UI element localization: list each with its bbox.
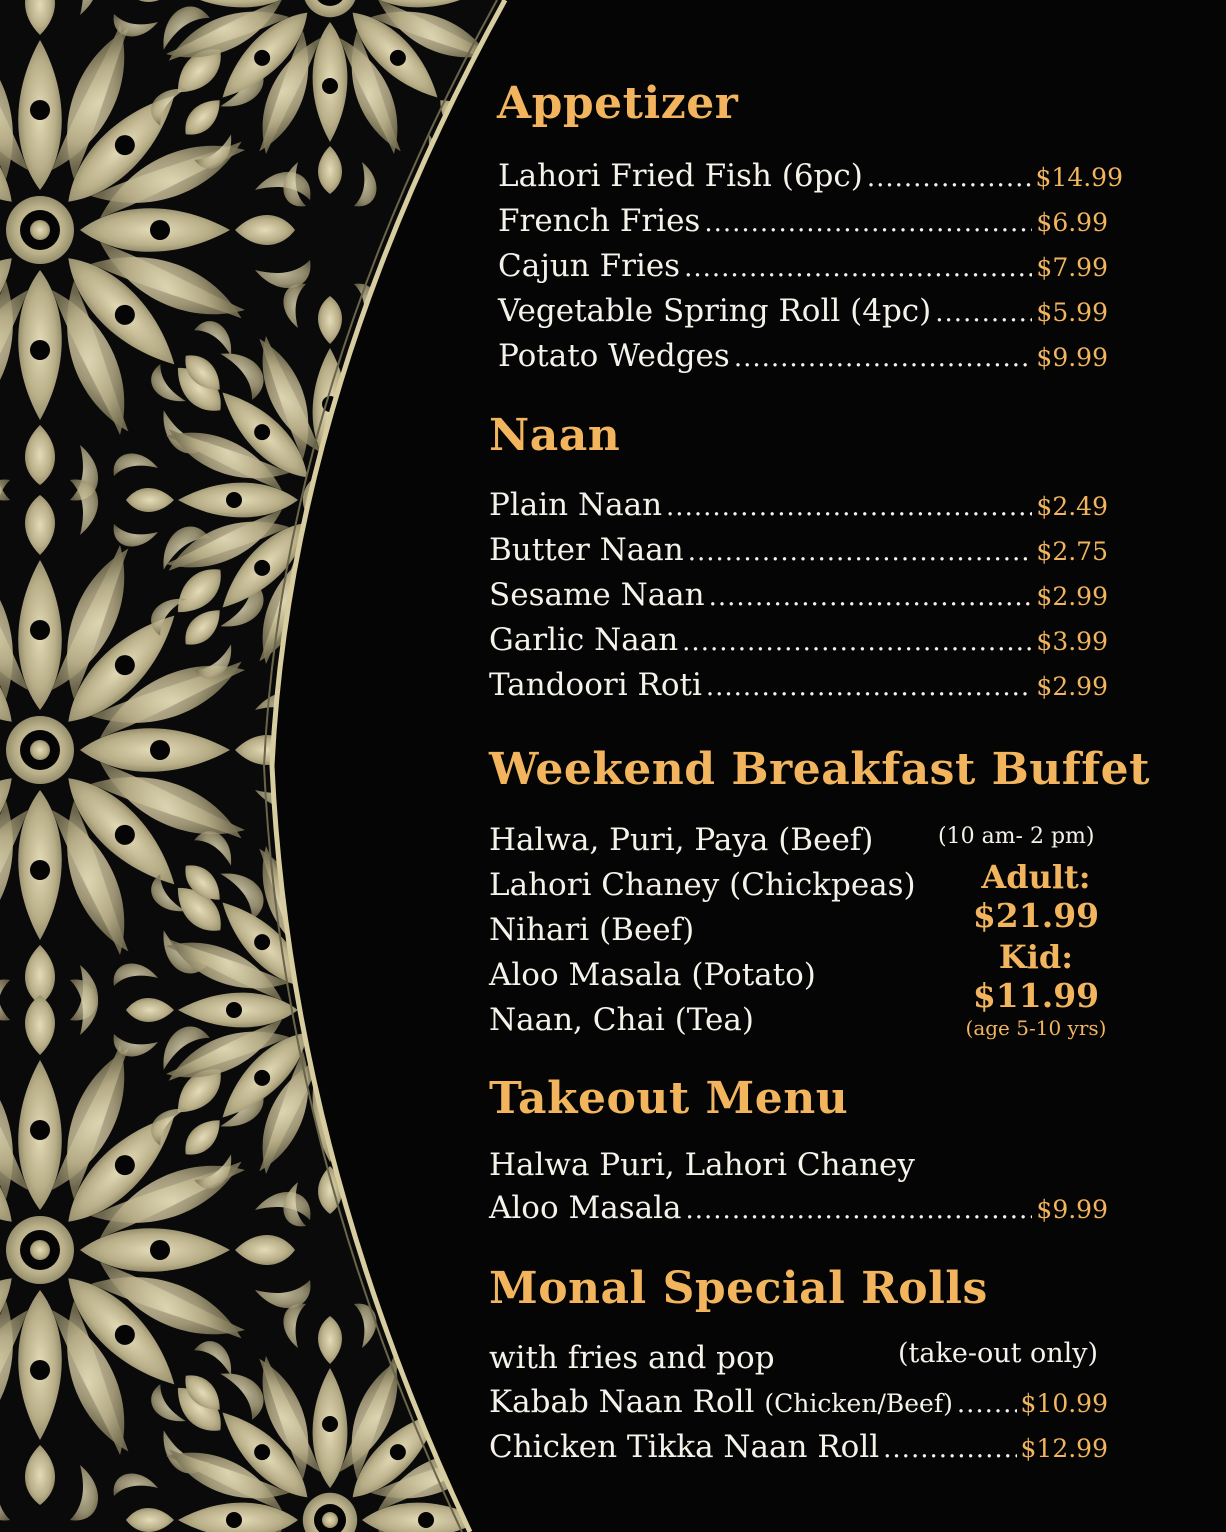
leader-dots xyxy=(684,253,1032,283)
section-title-takeout: Takeout Menu xyxy=(489,1073,849,1124)
leader-dots xyxy=(682,627,1032,657)
menu-item xyxy=(489,1384,1108,1429)
item-name: Aloo Masala xyxy=(489,1190,682,1226)
adult-label: Adult: xyxy=(981,858,1091,896)
menu-item xyxy=(498,248,1108,293)
buffet-item: Lahori Chaney (Chickpeas) xyxy=(489,867,916,903)
item-price: $14.99 xyxy=(1035,163,1123,192)
leader-dots xyxy=(734,343,1033,373)
buffet-hours: (10 am- 2 pm) xyxy=(938,824,1095,849)
item-name: Chicken Tikka Naan Roll xyxy=(489,1429,880,1465)
leader-dots xyxy=(867,163,1032,193)
item-detail: (Chicken/Beef) xyxy=(764,1389,953,1418)
buffet-item: Aloo Masala (Potato) xyxy=(489,957,816,993)
kid-label: Kid: xyxy=(998,938,1074,976)
leader-dots xyxy=(883,1434,1016,1464)
menu-item xyxy=(498,203,1108,248)
item-price: $10.99 xyxy=(1020,1389,1108,1418)
leader-dots xyxy=(704,208,1032,238)
item-name: Lahori Fried Fish (6pc) xyxy=(498,158,863,194)
menu-item xyxy=(489,667,1108,712)
menu-item xyxy=(498,158,1123,203)
item-price: $2.99 xyxy=(1036,582,1108,611)
leader-dots xyxy=(709,582,1033,612)
item-price: $9.99 xyxy=(1036,343,1108,372)
menu-item xyxy=(489,487,1108,532)
item-price: $5.99 xyxy=(1036,298,1108,327)
item-price: $2.49 xyxy=(1036,492,1108,521)
item-name: Plain Naan xyxy=(489,487,663,523)
section-title-naan: Naan xyxy=(489,410,621,461)
menu-item xyxy=(498,293,1108,338)
leader-dots xyxy=(706,672,1033,702)
item-price: $2.99 xyxy=(1036,672,1108,701)
menu-item xyxy=(498,338,1108,383)
item-price: $3.99 xyxy=(1036,627,1108,656)
buffet-item: Naan, Chai (Tea) xyxy=(489,1002,754,1038)
kid-price: $11.99 xyxy=(972,976,1100,1015)
menu-item xyxy=(489,1190,1108,1235)
item-name: Cajun Fries xyxy=(498,248,681,284)
item-name: Garlic Naan xyxy=(489,622,679,658)
item-price: $12.99 xyxy=(1020,1434,1108,1463)
item-price: $7.99 xyxy=(1036,253,1108,282)
item-price: $9.99 xyxy=(1036,1195,1108,1224)
item-name: Tandoori Roti xyxy=(489,667,702,703)
menu-item xyxy=(489,577,1108,622)
section-title-buffet: Weekend Breakfast Buffet xyxy=(489,744,1150,795)
leader-dots xyxy=(666,492,1032,522)
item-name: Sesame Naan xyxy=(489,577,705,613)
section-title-appetizer: Appetizer xyxy=(497,78,739,129)
rolls-subtitle: with fries and pop xyxy=(489,1340,775,1376)
section-title-rolls: Monal Special Rolls xyxy=(489,1263,988,1314)
item-price: $2.75 xyxy=(1036,537,1108,566)
leader-dots xyxy=(688,537,1033,567)
buffet-item: Halwa, Puri, Paya (Beef) xyxy=(489,822,874,858)
buffet-item: Nihari (Beef) xyxy=(489,912,695,948)
item-name: French Fries xyxy=(498,203,701,239)
menu-item xyxy=(489,622,1108,667)
menu-item xyxy=(489,532,1108,577)
kid-age-note: (age 5-10 yrs) xyxy=(965,1016,1107,1040)
menu-item xyxy=(489,1429,1108,1474)
leader-dots xyxy=(686,1195,1033,1225)
item-name: Vegetable Spring Roll (4pc) xyxy=(498,293,932,329)
takeout-line: Halwa Puri, Lahori Chaney xyxy=(489,1147,915,1183)
item-name: Potato Wedges xyxy=(498,338,730,374)
leader-dots xyxy=(957,1389,1017,1419)
leader-dots xyxy=(935,298,1032,328)
adult-price: $21.99 xyxy=(972,896,1100,935)
rolls-note: (take-out only) xyxy=(898,1338,1099,1369)
item-price: $6.99 xyxy=(1036,208,1108,237)
item-name: Butter Naan xyxy=(489,532,684,568)
item-name: Kabab Naan Roll xyxy=(489,1384,755,1420)
